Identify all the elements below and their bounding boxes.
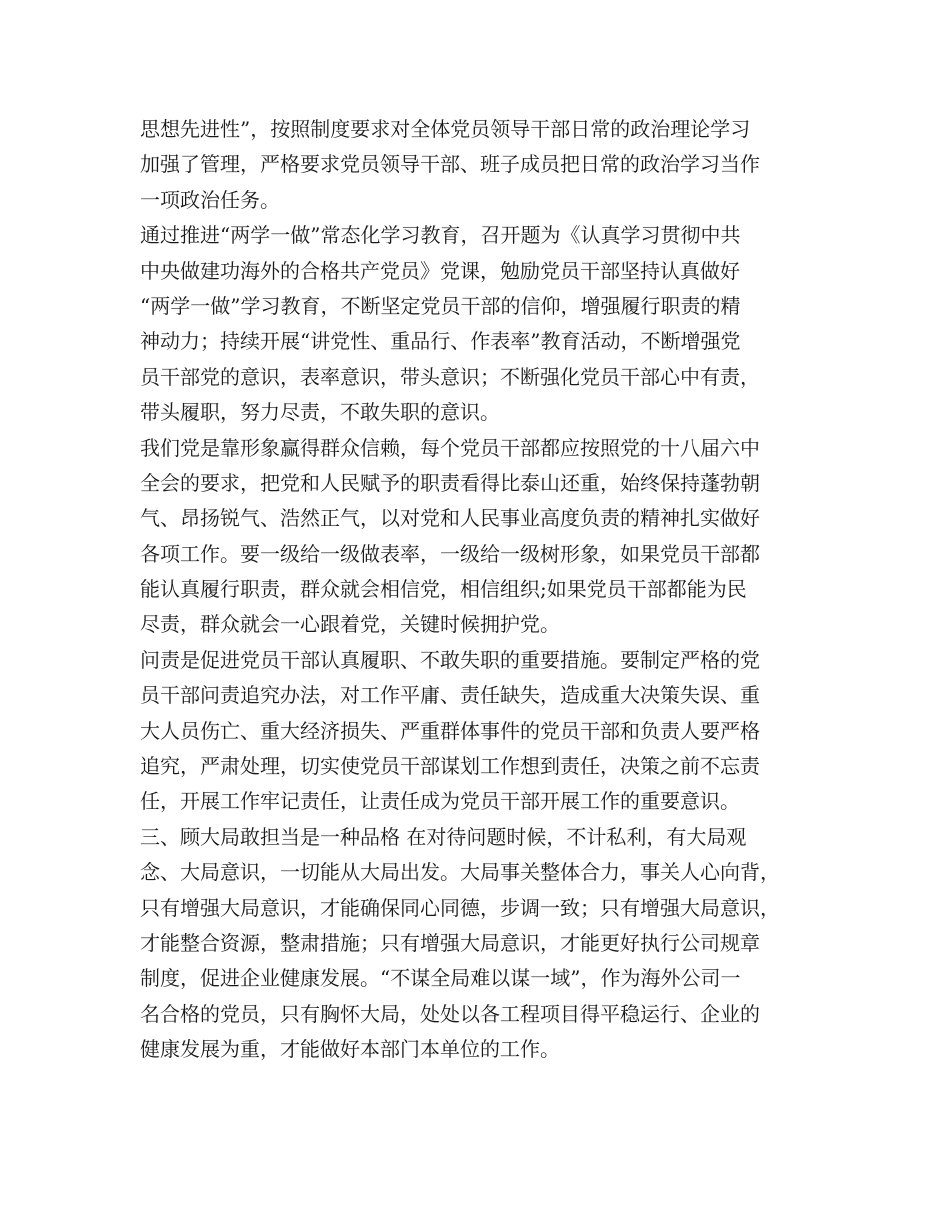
text-line: 一项政治任务。 (140, 187, 280, 212)
text-line: 员干部问责追究办法，对工作平庸、责任缺失，造成重大决策失误、重 (140, 683, 760, 708)
text-line: 我们党是靠形象赢得群众信赖，每个党员干部都应按照党的十八届六中 (140, 435, 760, 460)
text-line: 神动力；持续开展“讲党性、重品行、作表率”教育活动，不断增强党 (140, 329, 741, 354)
document-body (140, 112, 820, 1068)
text-line: 思想先进性”，按照制度要求对全体党员领导干部日常的政治理论学习 (140, 117, 751, 141)
text-line: 问责是促进党员干部认真履职、不敢失职的重要措施。要制定严格的党 (140, 647, 760, 672)
text-line: 全会的要求，把党和人民赋予的职责看得比泰山还重，始终保持蓬勃朝 (140, 470, 760, 495)
text-line: 大人员伤亡、重大经济损失、严重群体事件的党员干部和负责人要严格 (140, 718, 760, 743)
text-line: 各项工作。要一级给一级做表率，一级给一级树形象，如果党员干部都 (140, 541, 760, 566)
text-line: 健康发展为重，才能做好本部门本单位的工作。 (140, 1037, 560, 1062)
text-line: 加强了管理，严格要求党员领导干部、班子成员把日常的政治学习当作 (140, 152, 760, 177)
text-line: 念、大局意识，一切能从大局出发。大局事关整体合力，事关人心向背， (140, 860, 780, 885)
text-line: 只有增强大局意识，才能确保同心同德，步调一致；只有增强大局意识， (140, 895, 780, 920)
text-line: 通过推进“两学一做”常态化学习教育，召开题为《认真学习贯彻中共 (140, 223, 741, 248)
text-line: 中央做建功海外的合格共产党员》党课，勉励党员干部坚持认真做好 (140, 258, 740, 283)
text-line: 能认真履行职责，群众就会相信党，相信组织;如果党员干部都能为民 (140, 577, 747, 602)
text-line: 制度，促进企业健康发展。“不谋全局难以谋一域”，作为海外公司一 (140, 966, 741, 991)
text-line: 追究，严肃处理，切实使党员干部谋划工作想到责任，决策之前不忘责 (140, 754, 760, 779)
text-line: 名合格的党员，只有胸怀大局，处处以各工程项目得平稳运行、企业的 (140, 1001, 760, 1026)
text-line: 尽责，群众就会一心跟着党，关键时候拥护党。 (140, 612, 560, 637)
text-line: 员干部党的意识，表率意识，带头意识；不断强化党员干部心中有责， (140, 364, 760, 389)
text-line: 才能整合资源，整肃措施；只有增强大局意识，才能更好执行公司规章 (140, 930, 760, 955)
text-line: 任，开展工作牢记责任，让责任成为党员干部开展工作的重要意识。 (140, 789, 740, 814)
text-line: 带头履职，努力尽责，不敢失职的意识。 (140, 400, 500, 425)
text-line: “两学一做”学习教育，不断坚定党员干部的信仰，增强履行职责的精 (140, 293, 741, 318)
text-line: 三、顾大局敢担当是一种品格 在对待问题时候，不计私利，有大局观 (140, 824, 747, 849)
text-line: 气、昂扬锐气、浩然正气，以对党和人民事业高度负责的精神扎实做好 (140, 506, 760, 531)
